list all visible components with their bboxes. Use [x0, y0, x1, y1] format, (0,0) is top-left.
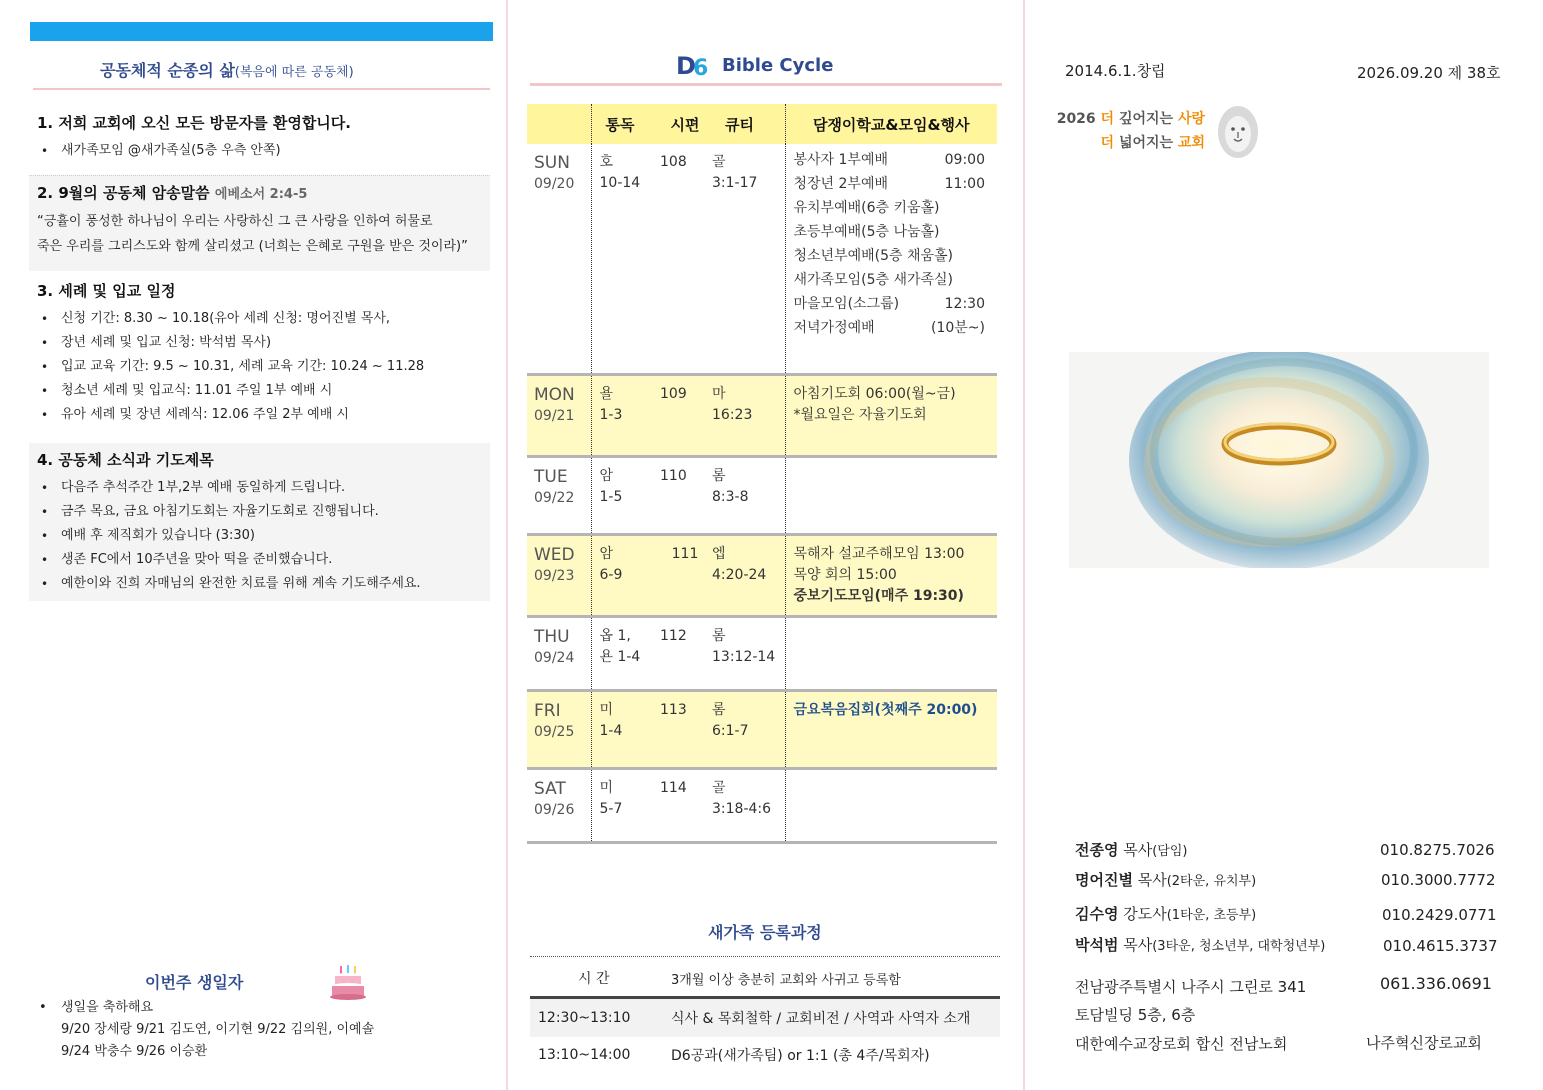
- bible-schedule-table: [527, 104, 997, 844]
- d6-logo-icon: [676, 50, 716, 78]
- church-phone: 061.336.0691: [1380, 974, 1492, 993]
- table-row: [527, 768, 997, 842]
- birthday-list: [29, 997, 490, 1063]
- reading-book: 미: [599, 701, 614, 718]
- list-item: • 새가족모임 @새가족실(5층 우측 안쪽): [37, 139, 482, 163]
- psalm-number: 111: [659, 534, 711, 616]
- psalm-number: 110: [659, 456, 711, 534]
- registration-table: [530, 960, 1000, 1073]
- qt-book: 마: [712, 385, 726, 402]
- staff-phone: 010.2429.0771: [1382, 906, 1497, 924]
- list-item: • 신청 기간: 8.30 ~ 10.18(유아 세례 신청: 명어진별 목사,: [37, 307, 482, 331]
- section-title: [100, 58, 354, 81]
- memory-verse-heading: 2. 9월의 공동체 암송말씀 에베소서 2:4-5: [37, 184, 308, 202]
- memory-verse-section: [29, 175, 490, 271]
- qt-book: 골: [712, 779, 726, 796]
- list-item-continuation: • 장년 세례 및 입교 신청: 박석범 목사): [37, 331, 482, 355]
- day-date: 09/24: [534, 649, 575, 666]
- list-item: • 생존 FC에서 10주년을 맞아 떡을 준비했습니다.: [37, 548, 482, 572]
- table-row: [527, 144, 997, 374]
- birthday-line: • 생일을 축하해요: [29, 997, 490, 1019]
- staff-phone: 010.8275.7026: [1380, 841, 1495, 859]
- qt-verses: 16:23: [712, 406, 753, 423]
- welcome-heading: 1. 저희 교회에 오신 모든 방문자를 환영합니다.: [37, 114, 351, 132]
- list-item: • 입교 교육 기간: 9.5 ~ 10.31, 세례 교육 기간: 10.24 ~ 11.28: [37, 355, 482, 379]
- table-header-row: [527, 104, 997, 144]
- table-row: [527, 534, 997, 616]
- table-row: [530, 1037, 1000, 1073]
- table-cell: 13:10~14:00: [538, 1047, 631, 1063]
- event-item-highlight: 중보기도모임(매주 19:30): [793, 587, 964, 604]
- day-date: 09/22: [534, 489, 575, 506]
- verse-line-1: “긍휼이 풍성한 하나님이 우리는 사랑하신 그 큰 사랑을 인하여 허물로: [37, 214, 433, 229]
- top-accent-bar: [30, 22, 493, 41]
- day-name: MON: [534, 384, 575, 405]
- ring-artwork-image: [1069, 352, 1489, 568]
- reading-book: 옵 1,: [599, 627, 631, 644]
- birthday-cake-icon: [328, 962, 368, 1002]
- founded-date: 2014.6.1.창립: [1065, 62, 1166, 80]
- psalm-number: 114: [659, 768, 711, 842]
- bible-cycle-title: Bible Cycle: [722, 55, 834, 76]
- column-divider-2: [1023, 0, 1025, 1090]
- denomination: 대한예수교장로회 합신 전남노회: [1075, 1035, 1288, 1053]
- table-cell: 식사 & 목회철학 / 교회비전 / 사역과 사역자 소개: [670, 998, 1000, 1038]
- list-item: • 예배 후 제직회가 있습니다 (3:30): [37, 524, 482, 548]
- event-item: 저녁가정예배 (10분~): [793, 320, 985, 336]
- qt-book: 골: [712, 154, 726, 170]
- reading-chapters: 욘 1-4: [599, 648, 641, 665]
- table-row: [527, 456, 997, 534]
- day-name: SUN: [534, 153, 570, 173]
- event-item: 청소년부예배(5층 채움홀): [793, 248, 954, 264]
- day-name: TUE: [534, 466, 568, 487]
- svg-text:D: D: [676, 52, 696, 78]
- day-date: 09/25: [534, 723, 575, 740]
- event-item: 마을모임(소그룹) 12:30: [793, 296, 985, 312]
- event-item: *월요일은 자율기도회: [793, 406, 927, 423]
- list-item: • 다음주 추석주간 1부,2부 예배 동일하게 드립니다.: [37, 476, 482, 500]
- table-row: [527, 690, 997, 768]
- news-section: [29, 443, 490, 601]
- reading-chapters: 5-7: [599, 800, 623, 817]
- table-cell: 시 간: [530, 960, 670, 998]
- table-header: 통독: [591, 104, 659, 144]
- day-name: THU: [534, 626, 570, 647]
- event-item-highlight: 금요복음집회(첫째주 20:00): [793, 701, 978, 718]
- table-row: [527, 616, 997, 690]
- table-cell: D6공과(새가족팀) or 1:1 (총 4주/목회자): [671, 1048, 930, 1064]
- list-item: • 청소년 세례 및 입교식: 11.01 주일 1부 예배 시: [37, 379, 482, 403]
- event-item: 목양 회의 15:00: [793, 566, 897, 583]
- column-divider-1: [506, 0, 508, 1090]
- list-item: • 유아 세례 및 장년 세례식: 12.06 주일 2부 예배 시: [37, 403, 482, 427]
- staff-name: 명어진별 목사(2타운, 유치부): [1075, 871, 1257, 889]
- registration-divider: [530, 956, 1000, 957]
- table-row: [530, 998, 1000, 1038]
- event-item: 봉사자 1부예배 09:00: [793, 152, 985, 168]
- church-address-building: 토담빌딩 5층, 6층: [1075, 1006, 1196, 1024]
- reading-book: 호: [599, 154, 614, 170]
- event-item: 아침기도회 06:00(월~금): [793, 385, 956, 402]
- event-item: 청장년 2부예배 11:00: [793, 176, 985, 192]
- staff-phone: 010.3000.7772: [1381, 871, 1496, 889]
- reading-chapters: 6-9: [599, 566, 623, 583]
- day-name: WED: [534, 544, 575, 565]
- day-name: SAT: [534, 778, 566, 799]
- qt-book: 엡: [712, 545, 726, 562]
- list-item: • 금주 목요, 금요 아침기도회는 자율기도회로 진행됩니다.: [37, 500, 482, 524]
- verse-line-2: 죽은 우리를 그리스도와 함께 살리셨고 (너희는 은혜로 구원을 받은 것이라)”: [37, 239, 468, 254]
- qt-book: 롬: [712, 627, 726, 644]
- table-row: [530, 960, 1000, 998]
- list-item: • 예한이와 진희 자매님의 완전한 치료를 위해 계속 기도해주세요.: [37, 572, 482, 596]
- day-date: 09/23: [534, 567, 575, 584]
- day-name: FRI: [534, 700, 561, 721]
- svg-text:6: 6: [693, 56, 709, 78]
- reading-book: 암: [599, 467, 614, 484]
- birthday-line: 9/20 장세랑 9/21 김도연, 이기현 9/22 김의원, 이예솔: [61, 1022, 375, 1037]
- psalm-number: 109: [659, 374, 711, 456]
- welcome-section: [29, 106, 490, 169]
- qt-verses: 3:18-4:6: [712, 800, 772, 817]
- section-title-sub: (복음에 따른 공동체): [234, 65, 354, 80]
- psalm-number: 108: [659, 144, 711, 374]
- news-heading: 4. 공동체 소식과 기도제목: [37, 451, 214, 469]
- qt-verses: 8:3-8: [712, 488, 749, 505]
- lion-icon: [1216, 104, 1260, 162]
- qt-verses: 13:12-14: [712, 648, 776, 665]
- staff-name: 박석범 목사(3타운, 청소년부, 대학청년부): [1075, 936, 1326, 954]
- church-name: 나주혁신장로교회: [1366, 1034, 1482, 1052]
- baptism-section: [29, 274, 490, 433]
- registration-title: 새가족 등록과정: [708, 923, 822, 942]
- title-underline: [530, 83, 1002, 86]
- reading-chapters: 1-5: [599, 488, 623, 505]
- church-slogan: 2026 더 깊어지는 사랑 더 넓어지는 교회: [1056, 111, 1205, 151]
- staff-phone: 010.4615.3737: [1383, 937, 1498, 955]
- staff-name: 전종영 목사(담임): [1075, 841, 1188, 859]
- birthday-line: 9/24 박충수 9/26 이승환: [61, 1044, 208, 1059]
- event-item: 초등부예배(5층 나눔홀): [793, 224, 940, 240]
- section-title-main: 공동체적 순종의 삶: [100, 61, 235, 80]
- event-item: 목해자 설교주해모임 13:00: [793, 545, 965, 562]
- issue-number: 2026.09.20 제 38호: [1357, 64, 1501, 82]
- baptism-heading: 3. 세례 및 입교 일정: [37, 282, 176, 300]
- title-underline: [33, 88, 490, 90]
- reading-chapters: 1-4: [599, 722, 623, 739]
- reading-book: 욜: [599, 385, 614, 402]
- event-item: 새가족모임(5층 새가족실): [793, 272, 954, 288]
- verse-reference: 에베소서 2:4-5: [214, 187, 308, 202]
- staff-name: 김수영 강도사(1타운, 초등부): [1075, 905, 1257, 923]
- table-header: 담쟁이학교&모임&행사: [785, 104, 997, 144]
- reading-chapters: 10-14: [599, 175, 641, 191]
- birthday-title: 이번주 생일자: [145, 973, 244, 992]
- qt-verses: 6:1-7: [712, 722, 749, 739]
- event-item: 유치부예배(6층 키움홀): [793, 200, 940, 216]
- qt-verses: 4:20-24: [712, 566, 767, 583]
- day-date: 09/26: [534, 801, 575, 818]
- psalm-number: 112: [659, 616, 711, 690]
- table-cell: 3개월 이상 충분히 교회와 사귀고 등록함: [670, 960, 1000, 998]
- day-date: 09/20: [534, 176, 575, 192]
- church-address: 전남광주특별시 나주시 그린로 341: [1075, 978, 1307, 996]
- reading-book: 암: [599, 545, 614, 562]
- table-row: [527, 374, 997, 456]
- reading-chapters: 1-3: [599, 406, 623, 423]
- day-date: 09/21: [534, 407, 575, 424]
- psalm-number: 113: [659, 690, 711, 768]
- table-header: 시편: [659, 104, 711, 144]
- table-header: [527, 104, 591, 144]
- qt-book: 롬: [712, 701, 726, 718]
- table-header: 큐티: [711, 104, 785, 144]
- reading-book: 미: [599, 779, 614, 796]
- qt-book: 롬: [712, 467, 726, 484]
- qt-verses: 3:1-17: [712, 175, 758, 191]
- table-cell: 12:30~13:10: [530, 998, 670, 1038]
